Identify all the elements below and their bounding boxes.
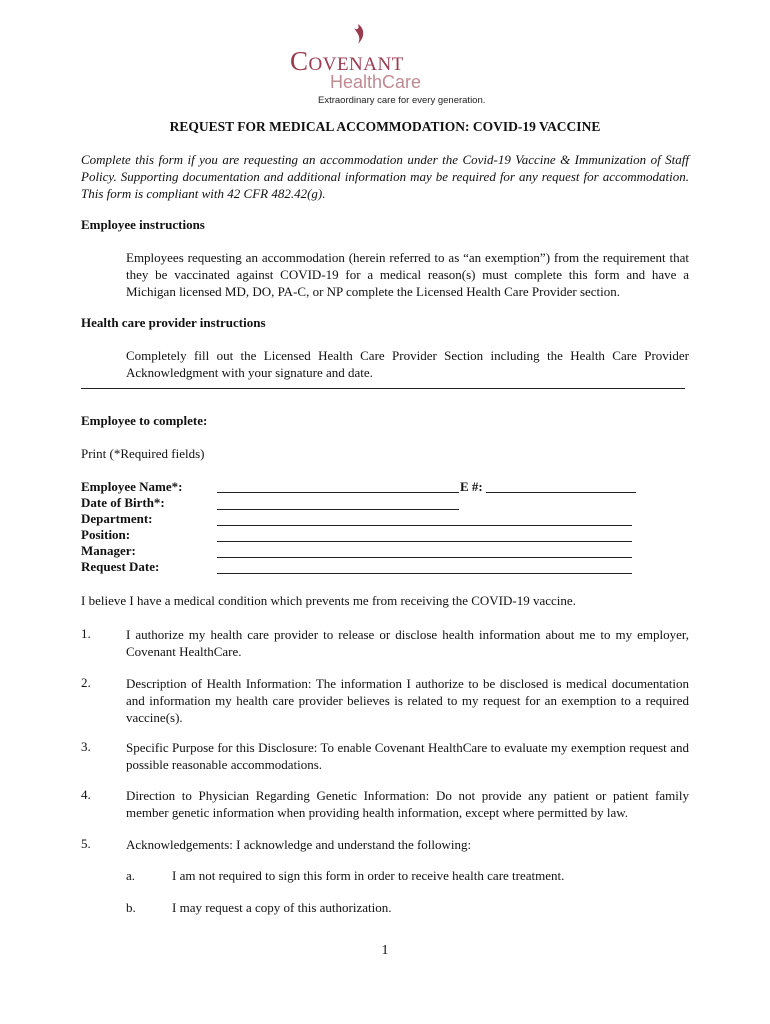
page-number: 1 bbox=[381, 943, 389, 958]
subitem-text: I am not required to sign this form in order to receive health care treatment. bbox=[172, 868, 565, 883]
print-note: Print (*Required fields) bbox=[81, 446, 205, 461]
item-number: 3. bbox=[81, 739, 91, 754]
subitem-letter: b. bbox=[126, 900, 136, 915]
position-label: Position: bbox=[81, 527, 131, 542]
subitem-text: I may request a copy of this authorization. bbox=[172, 900, 392, 915]
logo-tagline: Extraordinary care for every generation. bbox=[318, 95, 486, 106]
position-field[interactable] bbox=[217, 541, 632, 542]
item-number: 5. bbox=[81, 836, 91, 851]
employee-instructions-heading: Employee instructions bbox=[81, 217, 205, 232]
employee-name-field[interactable] bbox=[217, 492, 459, 493]
item-text: I authorize my health care provider to release or disclose health information about me to my employer, Covenant HealthCare. bbox=[126, 627, 689, 659]
logo-wordmark: Covenant bbox=[290, 46, 404, 76]
subitem-letter: a. bbox=[126, 868, 136, 883]
item-text: Direction to Physician Regarding Genetic Information: Do not provide any patient or patient family member genetic information when providing health information, except where permitted by law. bbox=[126, 788, 689, 820]
manager-label: Manager: bbox=[81, 543, 136, 558]
dob-label: Date of Birth*: bbox=[81, 495, 165, 510]
item-number: 2. bbox=[81, 675, 91, 690]
item-number: 1. bbox=[81, 626, 91, 641]
item-number: 4. bbox=[81, 787, 91, 802]
request-date-field[interactable] bbox=[217, 573, 632, 574]
employee-name-label: Employee Name*: bbox=[81, 479, 183, 494]
item-text: Specific Purpose for this Disclosure: To enable Covenant HealthCare to evaluate my exemption request and possible reasonable accommodations. bbox=[126, 740, 689, 772]
flame-logo-icon bbox=[344, 22, 370, 46]
section-divider bbox=[81, 388, 685, 389]
provider-instructions-text: Completely fill out the Licensed Health Care Provider Section including the Health Care Provider Acknowledgment with your signature and date. bbox=[126, 348, 689, 380]
dob-field[interactable] bbox=[217, 509, 459, 510]
department-label: Department: bbox=[81, 511, 153, 526]
request-date-label: Request Date: bbox=[81, 559, 160, 574]
employee-number-label: E #: bbox=[460, 479, 483, 494]
belief-statement: I believe I have a medical condition which prevents me from receiving the COVID-19 vaccine. bbox=[81, 593, 576, 608]
employee-instructions-text: Employees requesting an accommodation (herein referred to as “an exemption”) from the requirement that they be vaccinated against COVID-19 for a medical reason(s) must complete this form and have a Michigan licensed MD, DO, PA-C, or NP complete the Licensed Health Care Provider section. bbox=[126, 250, 689, 299]
employee-section-heading: Employee to complete: bbox=[81, 413, 208, 428]
intro-paragraph: Complete this form if you are requesting an accommodation under the Covid-19 Vaccine & Immunization of Staff Policy. Supporting documentation and additional information may be required for any request for accommodation. This form is compliant with 42 CFR 482.42(g). bbox=[81, 152, 689, 201]
department-field[interactable] bbox=[217, 525, 632, 526]
document-title: REQUEST FOR MEDICAL ACCOMMODATION: COVID-19 VACCINE bbox=[169, 119, 601, 134]
employee-number-field[interactable] bbox=[486, 492, 636, 493]
logo-subtitle: HealthCare bbox=[330, 72, 422, 92]
item-text: Description of Health Information: The information I authorize to be disclosed is medical documentation and information my health care provider believes is related to my request for an exemption to a required vaccine(s). bbox=[126, 676, 689, 725]
manager-field[interactable] bbox=[217, 557, 632, 558]
provider-instructions-heading: Health care provider instructions bbox=[81, 315, 266, 330]
item-text: Acknowledgements: I acknowledge and understand the following: bbox=[126, 837, 472, 852]
